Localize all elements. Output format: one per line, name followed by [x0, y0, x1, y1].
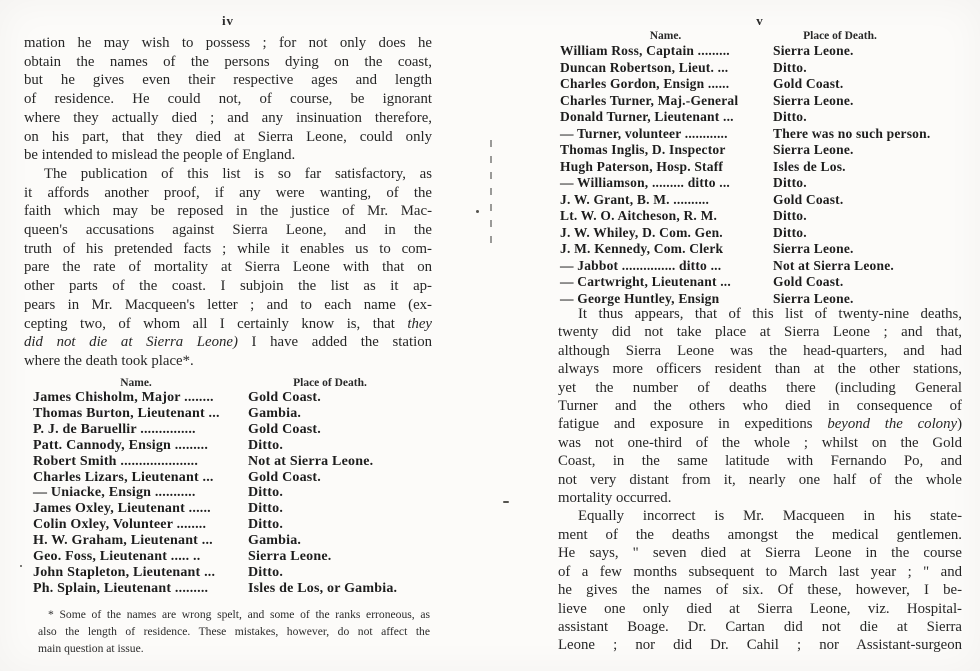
officer-name: — Williamson, ......... ditto ...	[560, 175, 730, 190]
text-line: * Some of the names are wrong spelt, and some of the ranks erroneous, as	[48, 608, 430, 621]
text-line: he gives the names of six. Of these, however, I be-	[558, 582, 962, 599]
text-line: Coast, in the same latitude with Fernando Po, and	[558, 453, 962, 470]
table-header-place: Place of Death.	[293, 377, 367, 389]
place-of-death: Gold Coast.	[773, 191, 844, 207]
text-line: truth of his pretended facts ; while it enables us to com-	[24, 240, 432, 257]
officer-name: Patt. Cannody, Ensign .........	[33, 437, 209, 453]
place-of-death: Isles de Los, or Gambia.	[248, 580, 398, 596]
officer-name: Thomas Burton, Lieutenant ...	[33, 405, 220, 421]
officer-name: — Cartwright, Lieutenant ...	[560, 274, 731, 289]
place-of-death: Gold Coast.	[773, 274, 844, 289]
table-row	[24, 517, 432, 533]
text-line: Equally incorrect is Mr. Macqueen in his state-	[578, 508, 962, 525]
officer-name: — Turner, volunteer ............	[560, 125, 728, 141]
place-of-death: Ditto.	[248, 437, 284, 453]
table-header-name: Name.	[120, 377, 152, 389]
officer-name: H. W. Graham, Lieutenant ...	[33, 533, 213, 549]
text-line: fatigue and exposure in expeditions beyond the colony)	[558, 416, 962, 433]
text-line: also the length of residence. These mistakes, however, do not affect the	[38, 624, 430, 638]
scan-artifact-gutter	[490, 140, 492, 248]
place-of-death: Sierra Leone.	[248, 549, 332, 565]
table-row	[558, 274, 962, 291]
table-row	[24, 565, 432, 581]
table-header-row	[24, 376, 432, 390]
text-line: obtain the names of the persons dying on the coast,	[24, 53, 432, 70]
text-line: be intended to mislead the people of England.	[24, 147, 296, 164]
table-row	[558, 43, 962, 60]
officer-name: John Stapleton, Lieutenant ...	[33, 564, 216, 580]
text-line: on his part, that they died at Sierra Leone, could only	[24, 128, 432, 145]
officer-name: Robert Smith .....................	[33, 453, 199, 469]
text-line: always more officers resident than at the other stations,	[558, 361, 962, 378]
table-header-place: Place of Death.	[803, 30, 877, 42]
table-row	[24, 454, 432, 470]
officer-name: Geo. Foss, Lieutenant ..... ..	[33, 549, 201, 565]
officer-name: — George Huntley, Ensign	[560, 290, 720, 306]
place-of-death: Sierra Leone.	[773, 290, 854, 306]
text-line: did not die at Sierra Leone) I have added the station	[24, 334, 432, 351]
place-of-death: Gambia.	[248, 405, 302, 421]
place-of-death: Ditto.	[248, 564, 284, 580]
page-right	[558, 0, 962, 671]
officer-name: J. M. Kennedy, Com. Clerk	[560, 241, 724, 256]
text-line: assistant Boage. Dr. Cartan did not die at Sierra	[558, 618, 962, 635]
table-header-name: Name.	[649, 30, 682, 42]
officer-name: Hugh Paterson, Hosp. Staff	[560, 158, 724, 174]
scan-artifact-speck	[503, 501, 509, 503]
place-of-death: Ditto.	[773, 208, 807, 223]
table-row	[558, 60, 962, 77]
officer-name: James Chisholm, Major ........	[33, 390, 214, 405]
place-of-death: Gold Coast.	[248, 390, 321, 405]
text-line: pare the rate of mortality at Sierra Leone with that on	[24, 259, 432, 276]
text-line: Leone ; nor did Dr. Cahil ; nor Assistant-surgeon	[558, 637, 962, 654]
table-row	[558, 241, 962, 258]
scan-artifact-speck	[476, 210, 479, 213]
text-line: mortality occurred.	[558, 490, 672, 507]
place-of-death: Not at Sierra Leone.	[248, 453, 374, 469]
place-of-death: Sierra Leone.	[773, 92, 854, 108]
page-number-left: iv	[221, 13, 235, 28]
table-row	[24, 501, 432, 517]
place-of-death: Gold Coast.	[248, 421, 321, 437]
officer-name: Charles Gordon, Ensign ......	[560, 76, 730, 91]
text-line: was not one-third of the whole ; whilst on the Gold	[558, 434, 962, 451]
table-row	[558, 208, 962, 225]
officer-name: Donald Turner, Lieutenant ...	[560, 109, 734, 124]
officer-name: — Jabbot ............... ditto ...	[560, 257, 722, 273]
officer-name: Charles Turner, Maj.-General	[560, 92, 739, 108]
text-line: ment of the deaths amongst the medical gentlemen.	[558, 526, 962, 543]
table-row	[558, 142, 962, 159]
text-line: faith which may be reposed in the justice of Mr. Mac-	[24, 203, 432, 220]
table-row	[558, 192, 962, 209]
place-of-death: Ditto.	[773, 175, 807, 190]
table-header-row	[558, 29, 962, 43]
page-left	[24, 0, 432, 671]
text-line: where the death took place*.	[24, 352, 194, 369]
text-line: mation he may wish to possess ; for not only does he	[24, 35, 432, 51]
text-line: pears in Mr. Macqueen's letter ; and to each name (ex-	[24, 296, 432, 313]
footnote	[38, 607, 430, 658]
officer-name: J. W. Whiley, D. Com. Gen.	[560, 224, 723, 240]
officer-name: James Oxley, Lieutenant ......	[33, 501, 211, 517]
table-row	[24, 581, 432, 597]
text-line: although Sierra Leone was the head-quarters, and had	[558, 342, 962, 359]
place-of-death: Sierra Leone.	[773, 241, 854, 256]
officer-name: P. J. de Baruellir ...............	[33, 421, 196, 437]
death-table-right	[558, 29, 962, 307]
text-line: lieve one only died at Sierra Leone, viz. Hospital-	[558, 600, 962, 617]
table-row	[558, 159, 962, 176]
text-line: It thus appears, that of this list of twenty-nine deaths,	[578, 306, 962, 322]
text-line: of residence. He could not, of course, be ignorant	[24, 91, 432, 108]
place-of-death: Ditto.	[773, 109, 807, 124]
scan-artifact-speck	[20, 565, 22, 567]
table-row	[558, 76, 962, 93]
table-row	[24, 422, 432, 438]
place-of-death: Isles de Los.	[773, 158, 846, 174]
text-line: main question at issue.	[38, 641, 144, 655]
table-row	[558, 175, 962, 192]
table-row	[558, 258, 962, 275]
place-of-death: Ditto.	[248, 485, 284, 501]
text-line: He says, " seven died at Sierra Leone in the course	[558, 545, 962, 562]
text-line: other parts of the coast. I subjoin the list as it ap-	[24, 278, 432, 295]
table-row	[558, 126, 962, 143]
table-row	[24, 438, 432, 454]
text-line: cepting two, of whom all I certainly know is, that they	[24, 315, 432, 332]
text-line: not very distant from it, nearly one half of the whole	[558, 471, 962, 488]
body-text-right	[558, 305, 962, 655]
table-row	[24, 470, 432, 486]
text-line: of a few months subsequent to March last year ; " and	[558, 563, 962, 580]
table-body	[24, 390, 432, 597]
officer-name: J. W. Grant, B. M. ..........	[560, 191, 710, 207]
place-of-death: Sierra Leone.	[773, 142, 854, 157]
text-line: but he gives even their respective ages and length	[24, 72, 432, 89]
table-row	[558, 109, 962, 126]
text-line: it affords another proof, if any were wanting, of the	[24, 184, 432, 201]
table-row	[558, 225, 962, 242]
officer-name: Ph. Splain, Lieutenant .........	[33, 580, 209, 596]
page-number-right: v	[756, 13, 764, 28]
officer-name: William Ross, Captain .........	[560, 43, 730, 58]
officer-name: Colin Oxley, Volunteer ........	[33, 517, 207, 533]
place-of-death: Ditto.	[248, 517, 284, 533]
place-of-death: There was no such person.	[773, 125, 931, 141]
officer-name: — Uniacke, Ensign ...........	[33, 485, 196, 501]
text-line: Turner and the others who died in consequence of	[558, 398, 962, 415]
officer-name: Thomas Inglis, D. Inspector	[560, 142, 726, 157]
place-of-death: Not at Sierra Leone.	[773, 257, 894, 273]
text-line: yet the number of deaths there (including General	[558, 379, 962, 396]
death-table-left	[24, 376, 432, 597]
table-row	[24, 549, 432, 565]
place-of-death: Ditto.	[773, 224, 807, 240]
table-row	[24, 485, 432, 501]
place-of-death: Gold Coast.	[773, 76, 844, 91]
text-line: twenty did not take place at Sierra Leone ; and that,	[558, 324, 962, 341]
table-row	[24, 533, 432, 549]
place-of-death: Ditto.	[773, 59, 807, 75]
table-row	[558, 93, 962, 110]
officer-name: Lt. W. O. Aitcheson, R. M.	[560, 208, 718, 223]
officer-name: Duncan Robertson, Lieut. ...	[560, 59, 729, 75]
text-line: The publication of this list is so far satisfactory, as	[44, 165, 432, 182]
text-line: queen's accusations against Sierra Leone, and in the	[24, 222, 432, 239]
body-text-left	[24, 34, 432, 371]
place-of-death: Gambia.	[248, 533, 302, 549]
table-row	[24, 406, 432, 422]
place-of-death: Gold Coast.	[248, 469, 321, 485]
place-of-death: Sierra Leone.	[773, 43, 854, 58]
place-of-death: Ditto.	[248, 501, 284, 517]
officer-name: Charles Lizars, Lieutenant ...	[33, 469, 214, 485]
text-line: where they actually died ; and any insinuation therefore,	[24, 109, 432, 126]
table-body	[558, 43, 962, 307]
table-row	[24, 390, 432, 406]
